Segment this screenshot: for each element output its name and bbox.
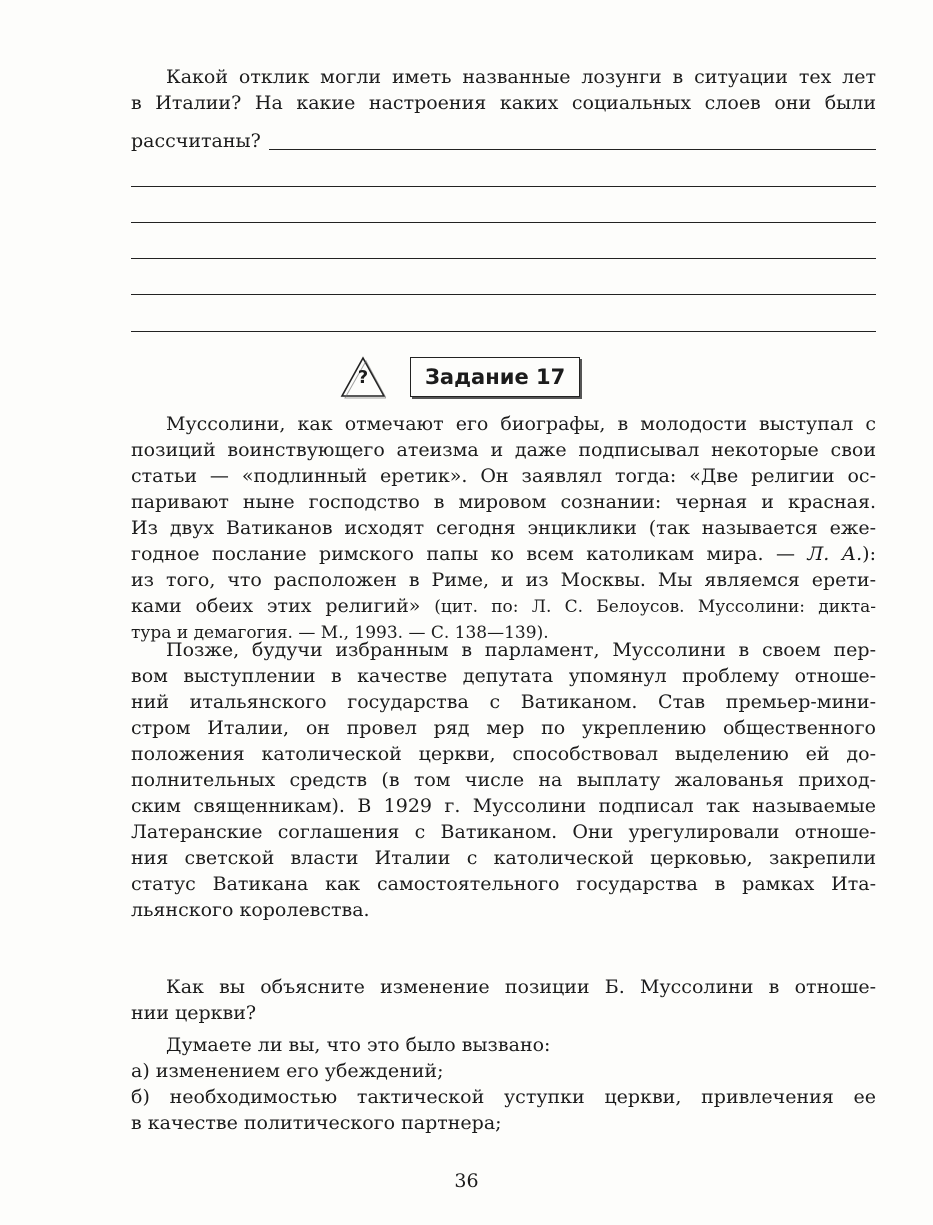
text-line: из того, что расположен в Риме, и из Москвы. Мы являемся ерети- (131, 569, 876, 591)
answer-line[interactable] (131, 258, 876, 259)
question-position-change (131, 974, 876, 1026)
text-line: тура и демагогия. — М., 1993. — С. 138—139). (131, 623, 549, 643)
option-item: а) изменением его убеждений; (131, 1060, 444, 1082)
text-line: Позже, будучи избранным в парламент, Муссолини в своем пер- (166, 639, 876, 661)
text-line (131, 541, 876, 567)
answer-line-row[interactable] (131, 128, 876, 154)
question-intro-line: Какой отклик могли иметь названные лозунги в ситуации тех лет (166, 66, 876, 88)
task-title: Задание 17 (410, 357, 580, 397)
text-line: вом выступлении в качестве депутата упомянул проблему отноше- (131, 665, 876, 687)
answer-line[interactable] (131, 331, 876, 332)
answer-line[interactable] (131, 186, 876, 187)
text-line: льянского королевства. (131, 899, 370, 921)
text-line: паривают ныне господство в мировом сознании: черная и красная. (131, 491, 876, 513)
answer-line[interactable] (269, 149, 876, 150)
text-line: ния светской власти Италии с католической церковью, закрепили (131, 847, 876, 869)
text-line: Муссолини, как отмечают его биографы, в молодости выступал с (166, 413, 876, 435)
text-line: нии церкви? (131, 1002, 257, 1024)
text-line: полнительных средств (в том числе на выплату жалованья приход- (131, 769, 876, 791)
author-initials: Л. А. (807, 543, 863, 565)
text-line: ским священникам). В 1929 г. Муссолини подписал так называемые (131, 795, 876, 817)
answer-line[interactable] (131, 294, 876, 295)
text-line: Латеранские соглашения с Ватиканом. Они урегулировали отноше- (131, 821, 876, 843)
options-intro: Думаете ли вы, что это было вызвано: (166, 1034, 551, 1056)
text-line: статус Ватикана как самостоятельного государства в рамках Ита- (131, 873, 876, 895)
citation: (цит. по: Л. С. Белоусов. Муссолини: дикта- (434, 597, 876, 617)
question-options (131, 1032, 876, 1136)
text-segment: ками обеих этих религий» (131, 595, 435, 617)
page-number: 36 (454, 1170, 479, 1192)
text-line: стром Италии, он провел ряд мер по укреплению общественного (131, 717, 876, 739)
question-mark-icon: ? (357, 367, 369, 388)
text-line: положения католической церкви, способствовал выделению ей до- (131, 743, 876, 765)
task-header (340, 355, 580, 399)
text-line: статьи — «подлинный еретик». Он заявлял тогда: «Две религии ос- (131, 465, 876, 487)
option-item: в качестве политического партнера; (131, 1112, 502, 1134)
text-line: Из двух Ватиканов исходят сегодня энциклики (так называется еже- (131, 517, 876, 539)
text-segment: годное послание римского папы ко всем католикам мира. — (131, 543, 808, 565)
text-line: ний итальянского государства с Ватиканом. Став премьер-мини- (131, 691, 876, 713)
paragraph-mussolini-atheism (131, 411, 876, 646)
text-line (131, 593, 876, 620)
question-intro (131, 64, 876, 116)
answer-line[interactable] (131, 222, 876, 223)
option-item: б) необходимостью тактической уступки церкви, привлечения ее (131, 1086, 876, 1108)
question-intro-label: рассчитаны? (131, 130, 261, 152)
warning-triangle-icon (340, 355, 386, 399)
paragraph-lateran-treaty (131, 637, 876, 923)
question-intro-line: в Италии? На какие настроения каких социальных слоев они были (131, 92, 876, 114)
text-line: Как вы объясните изменение позиции Б. Муссолини в отноше- (166, 976, 876, 998)
text-line: позиций воинствующего атеизма и даже подписывал некоторые свои (131, 439, 876, 461)
text-segment: ): (862, 543, 876, 565)
